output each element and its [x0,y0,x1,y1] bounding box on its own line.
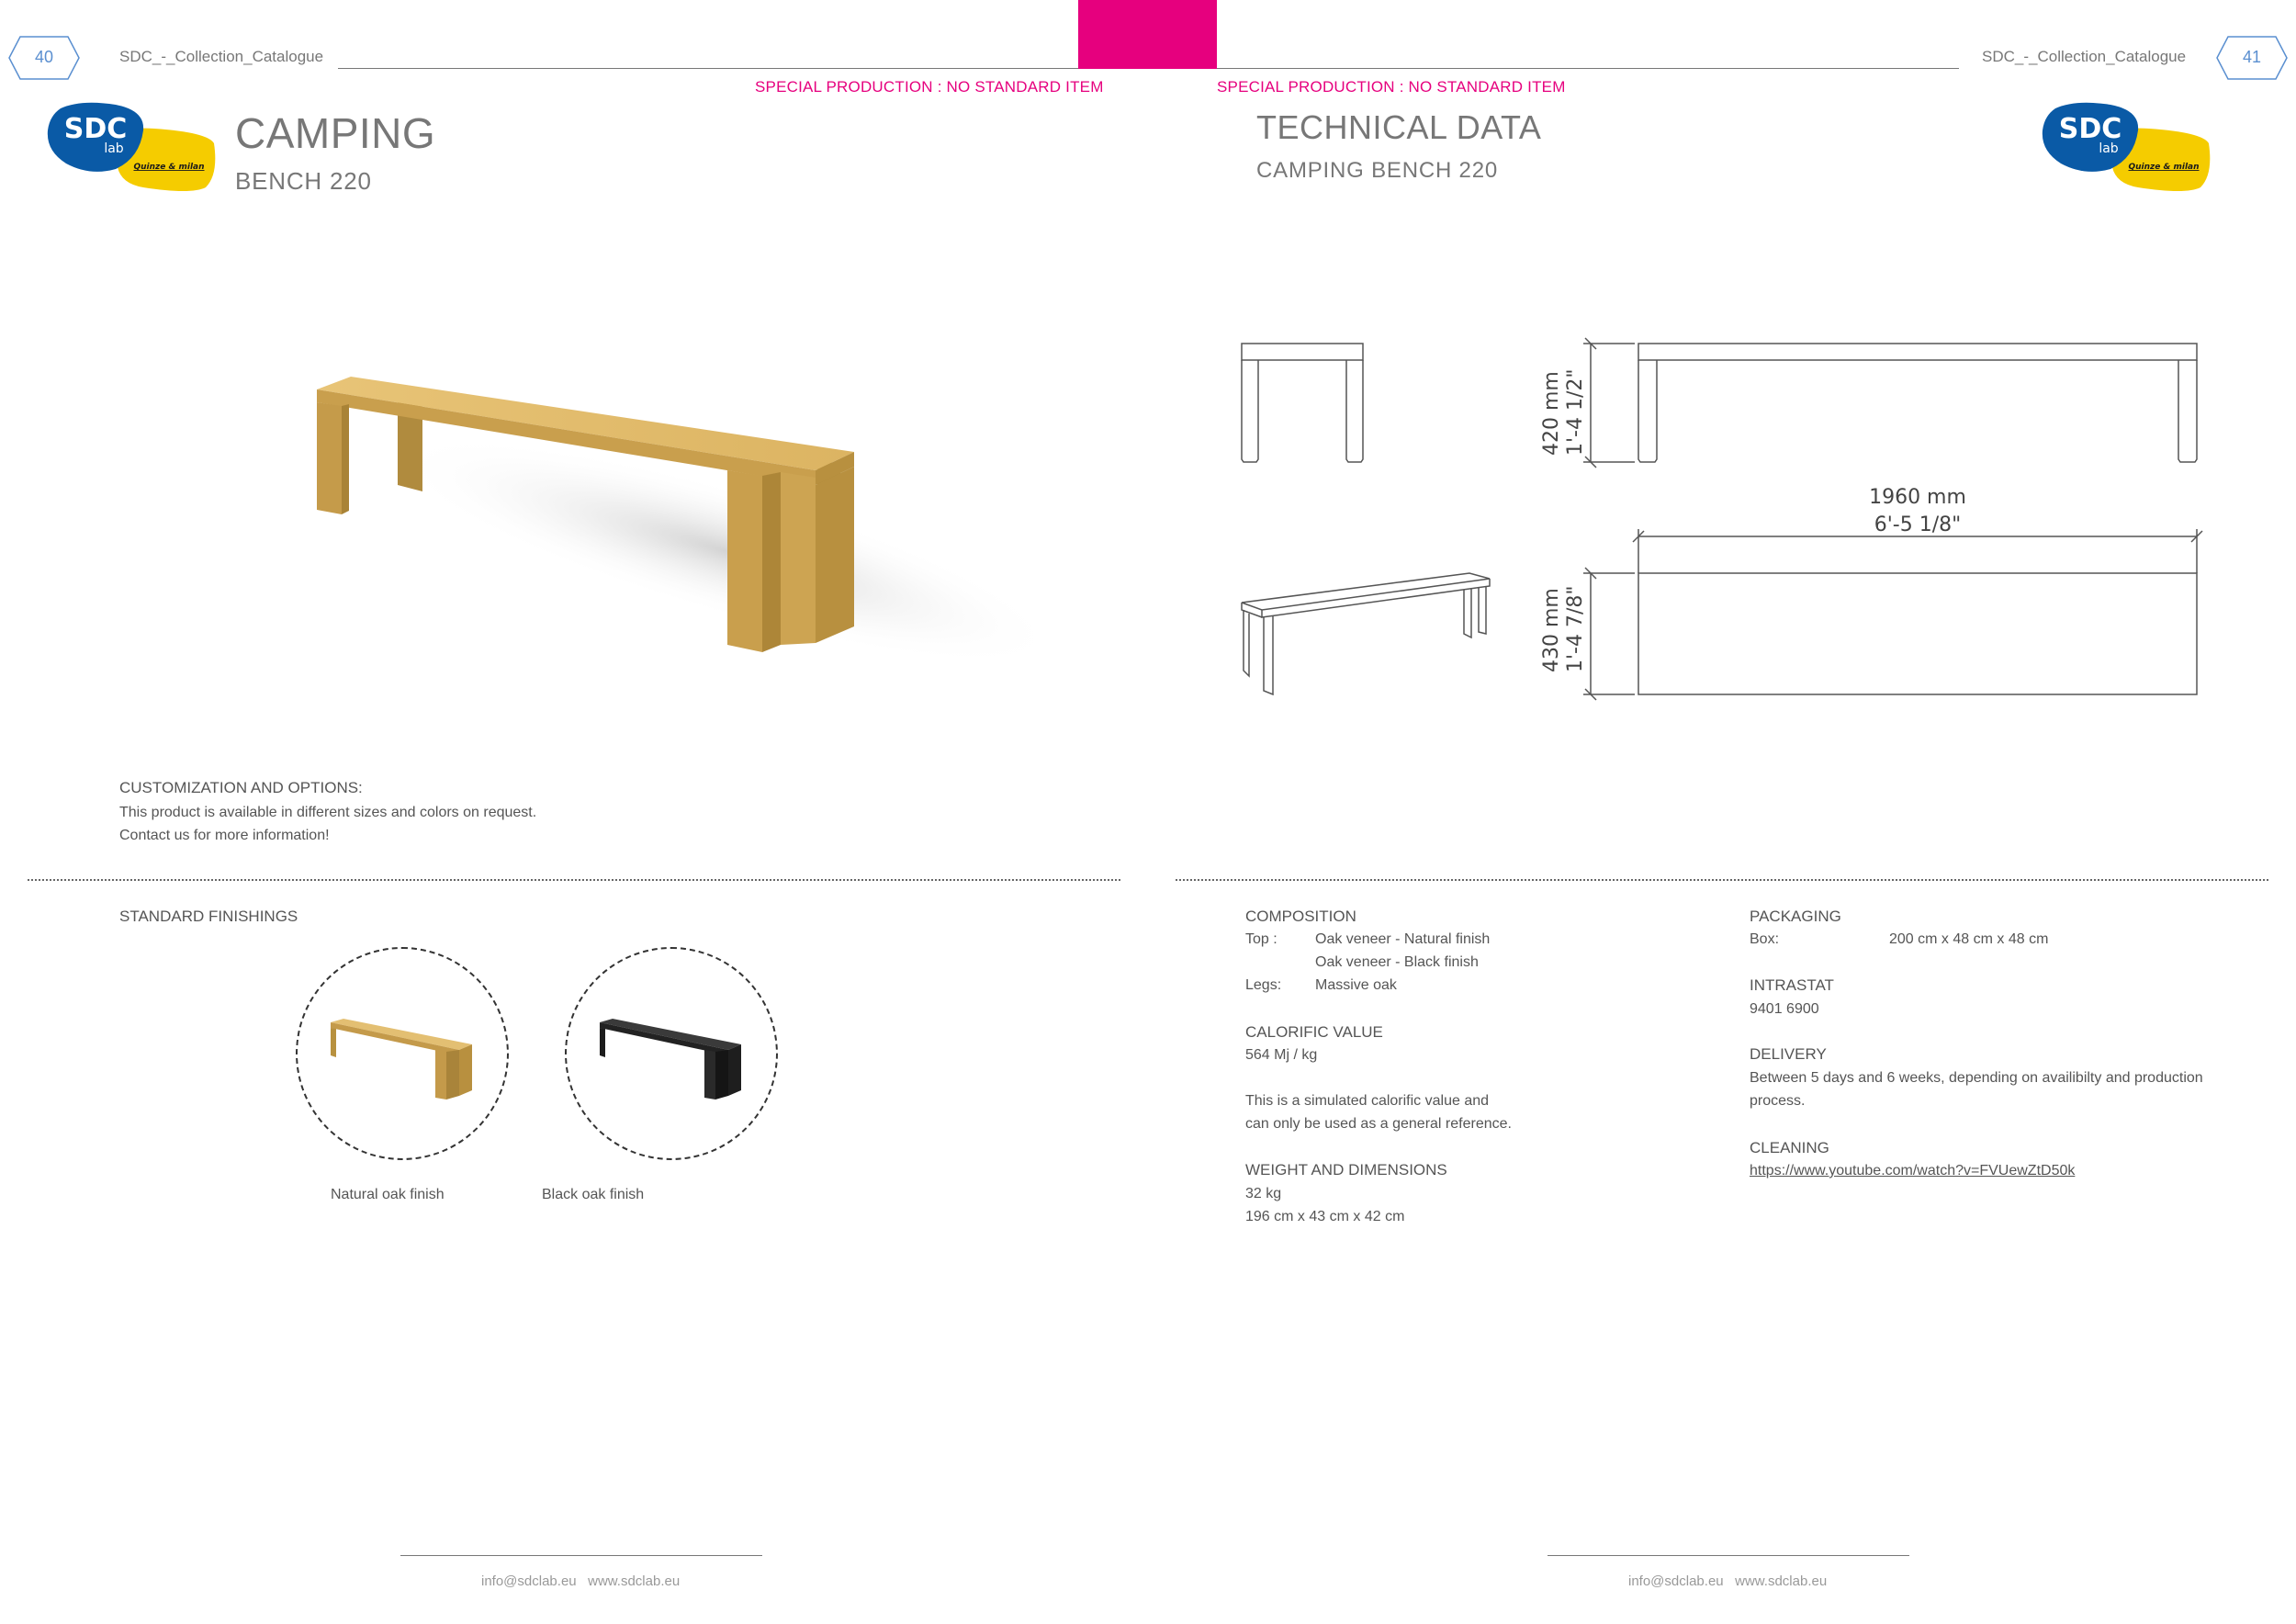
svg-text:430 mm: 430 mm [1540,588,1563,672]
special-production-right: SPECIAL PRODUCTION : NO STANDARD ITEM [1217,78,1566,96]
packaging-label: Box: [1750,931,1780,947]
calorific-value: 564 Mj / kg [1245,1047,1318,1063]
section-divider-left [28,879,1120,881]
natural-bench-thumbnail [298,949,507,1158]
svg-text:SDC: SDC [2058,113,2122,145]
customization-heading: CUSTOMIZATION AND OPTIONS: [119,779,363,796]
finishings-heading: STANDARD FINISHINGS [119,908,298,925]
bench-product-image [248,349,1075,680]
technical-subtitle: CAMPING BENCH 220 [1256,158,1498,183]
page-number-right: 41 [2242,48,2262,66]
doc-title-right: SDC_-_Collection_Catalogue [1982,48,2187,65]
sdc-logo-right [2039,99,2213,191]
page-number-badge-left [7,35,81,81]
svg-text:Quinze & milan: Quinze & milan [133,163,205,172]
cleaning-video-link[interactable]: https://www.youtube.com/watch?v=FVUewZtD50k [1750,1163,2076,1179]
composition-heading: COMPOSITION [1245,908,1356,925]
svg-text:420 mm: 420 mm [1540,371,1563,456]
svg-text:lab: lab [104,141,124,156]
header-rule-right [1217,68,1959,69]
technical-title: TECHNICAL DATA [1256,108,1542,146]
page-number-left: 40 [34,48,54,66]
composition-legs-label: Legs: [1245,977,1282,993]
delivery-heading: DELIVERY [1750,1045,1827,1063]
packaging-value: 200 cm x 48 cm x 48 cm [1889,931,2049,947]
page-title: CAMPING [235,109,436,157]
svg-text:1'-4 1/2": 1'-4 1/2" [1564,368,1587,456]
intrastat-value: 9401 6900 [1750,1001,1819,1017]
header-rule-left [338,68,1080,69]
customization-line-1: This product is available in different sizes and colors on request. [119,805,537,820]
special-production-left: SPECIAL PRODUCTION : NO STANDARD ITEM [755,78,1104,96]
svg-text:SDC: SDC [63,113,128,145]
finish-swatch-natural[interactable] [296,947,509,1160]
calorific-heading: CALORIFIC VALUE [1245,1023,1383,1041]
calorific-note-1: This is a simulated calorific value and [1245,1093,1490,1109]
page-number-badge-right [2215,35,2289,81]
footer-contact-left[interactable]: info@sdclab.eu www.sdclab.eu [481,1573,681,1589]
svg-text:lab: lab [2099,141,2119,156]
composition-top-label: Top : [1245,931,1277,947]
delivery-line-2: process. [1750,1093,1806,1109]
composition-top-value-2: Oak veneer - Black finish [1315,954,1479,970]
customization-line-2: Contact us for more information! [119,828,330,843]
svg-text:6'-5 1/8": 6'-5 1/8" [1874,513,1962,536]
footer-rule-right [1548,1555,1909,1556]
weight-heading: WEIGHT AND DIMENSIONS [1245,1161,1447,1179]
composition-top-value-1: Oak veneer - Natural finish [1315,931,1491,947]
svg-text:1960 mm: 1960 mm [1869,486,1966,509]
footer-rule-left [400,1555,762,1556]
page-subtitle: BENCH 220 [235,167,372,195]
finish-label-black: Black oak finish [542,1187,645,1202]
delivery-line-1: Between 5 days and 6 weeks, depending on availibilty and production [1750,1070,2203,1086]
svg-text:1'-4 7/8": 1'-4 7/8" [1564,585,1587,672]
finish-swatch-black[interactable] [565,947,778,1160]
calorific-note-2: can only be used as a general reference. [1245,1116,1512,1132]
finish-label-natural: Natural oak finish [331,1187,445,1202]
center-accent-block [1078,0,1217,69]
sdc-logo-left [44,99,219,191]
section-divider-right [1176,879,2268,881]
svg-text:Quinze & milan: Quinze & milan [2128,163,2200,172]
composition-legs-value: Massive oak [1315,977,1397,993]
weight-value: 32 kg [1245,1186,1282,1201]
footer-contact-right[interactable]: info@sdclab.eu www.sdclab.eu [1628,1573,1828,1589]
technical-drawings [1231,331,2223,716]
side-view-top [1242,344,1363,360]
packaging-heading: PACKAGING [1750,908,1841,925]
doc-title-left: SDC_-_Collection_Catalogue [119,48,324,65]
cleaning-heading: CLEANING [1750,1139,1829,1156]
intrastat-heading: INTRASTAT [1750,976,1834,994]
black-bench-thumbnail [567,949,776,1158]
dimensions-value: 196 cm x 43 cm x 42 cm [1245,1209,1405,1224]
